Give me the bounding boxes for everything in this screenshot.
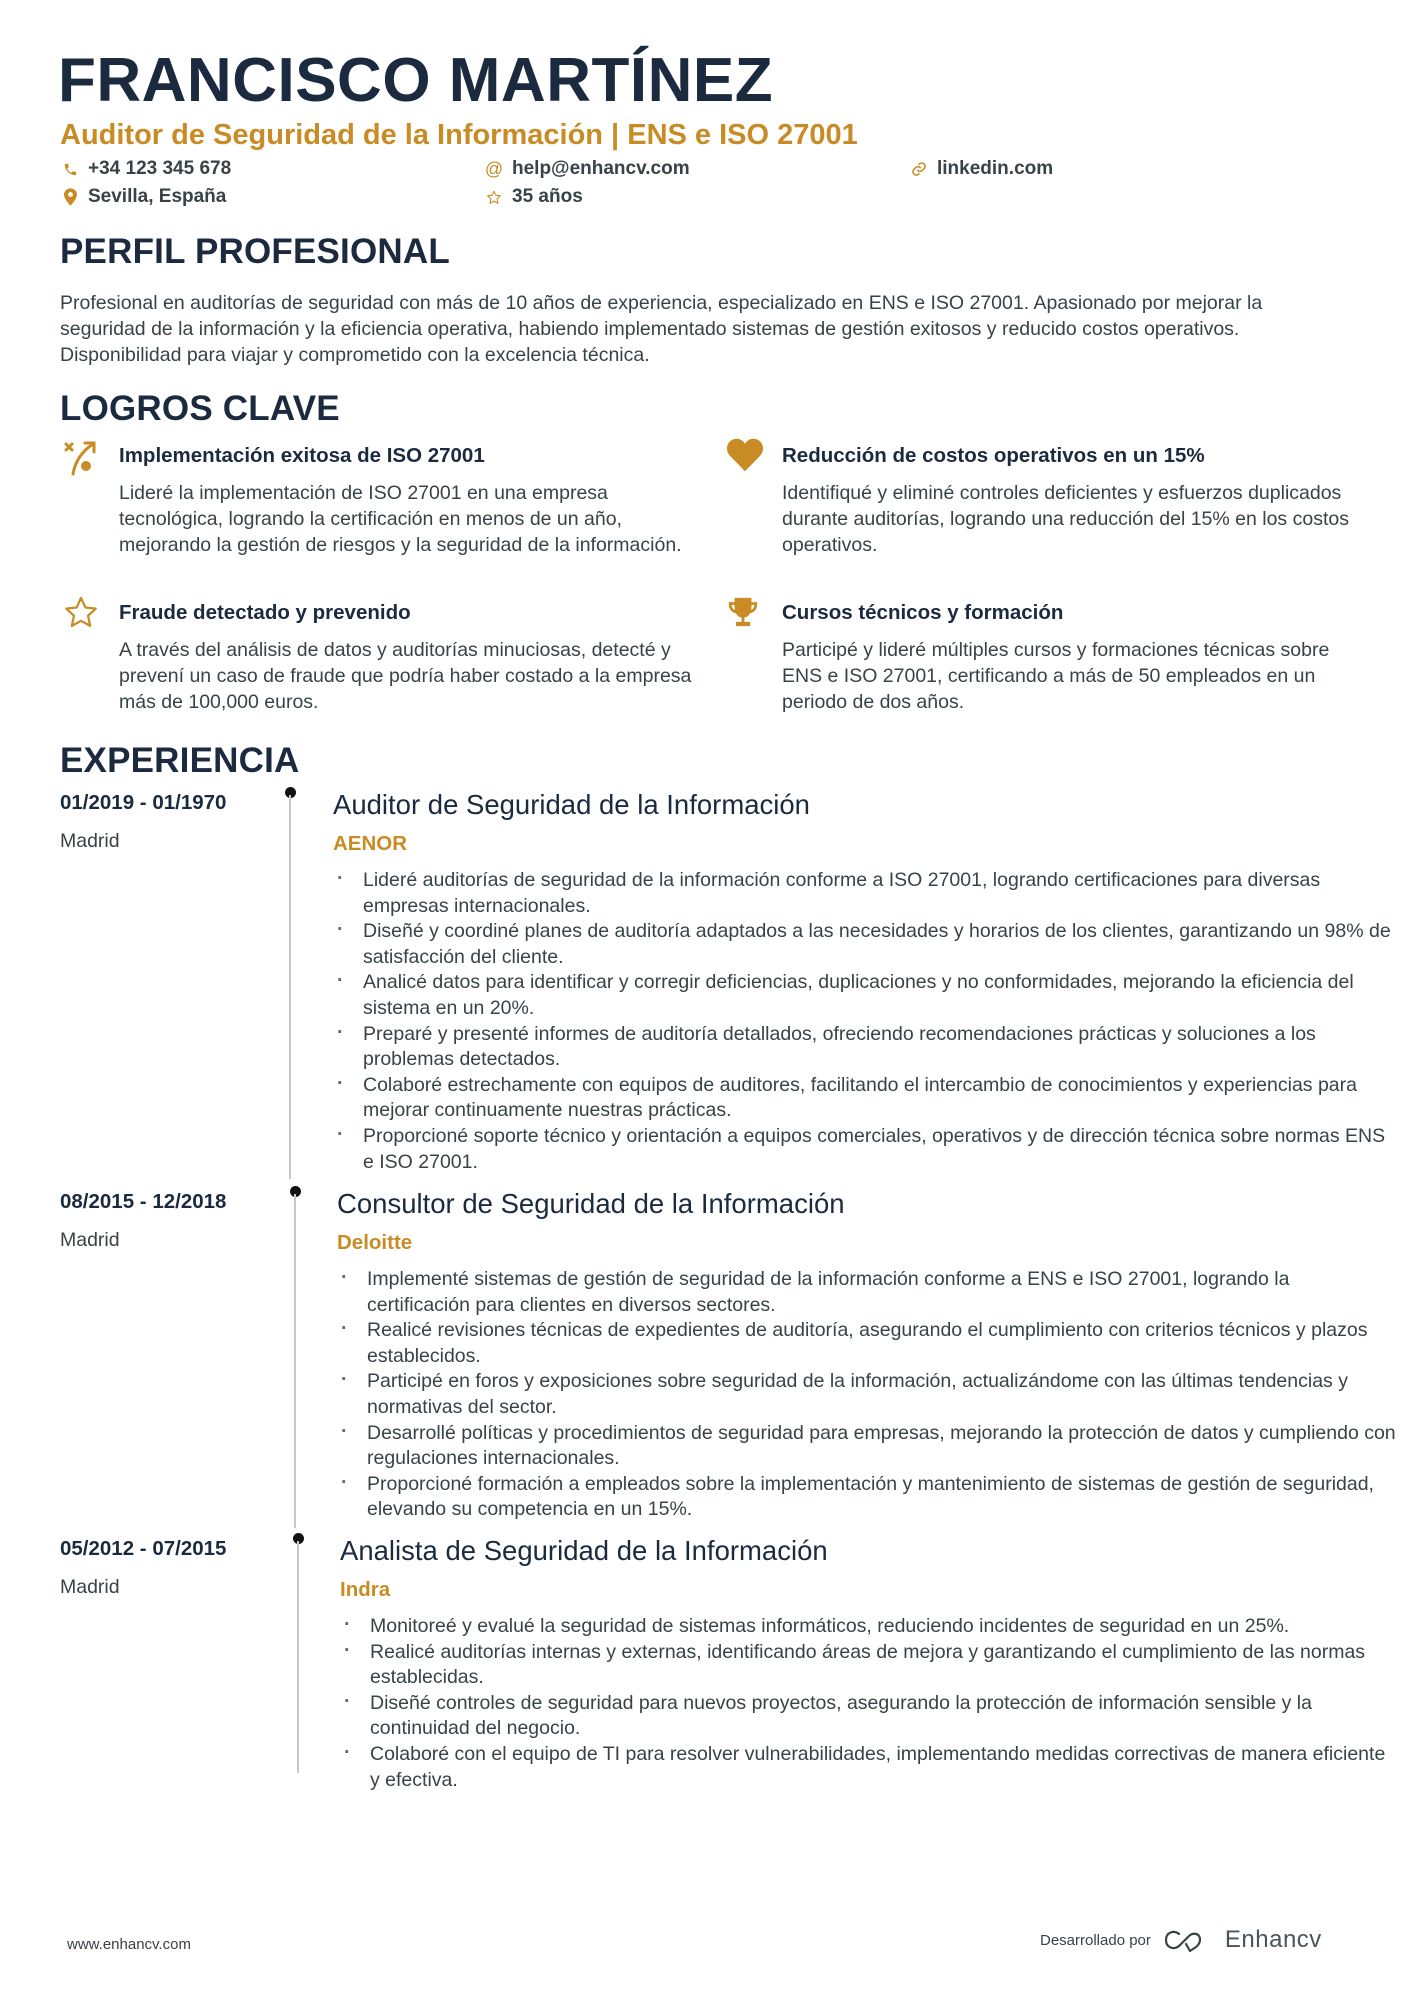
job-location: Madrid bbox=[60, 1576, 120, 1598]
achievement-item bbox=[726, 438, 1349, 568]
at-icon: @ bbox=[484, 159, 504, 179]
achievement-item bbox=[63, 595, 692, 725]
footer-branding[interactable] bbox=[1040, 1926, 1322, 1954]
bullet-item: · Realicé auditorías internas y externas, identificando áreas de mejora y garantizando el cumplimiento de las normas establecidas. bbox=[340, 1640, 1400, 1691]
job-title: Auditor de Seguridad de la Información bbox=[333, 789, 810, 820]
email-link[interactable]: help@enhancv.com bbox=[512, 158, 690, 179]
achievement-item bbox=[726, 595, 1336, 725]
achievement-item bbox=[63, 438, 682, 588]
achievement-title: Reducción de costos operativos en un 15% bbox=[782, 444, 1205, 467]
bullet-item: · Colaboré con el equipo de TI para resolver vulnerabilidades, implementando medidas correctivas de manera eficiente y efectiva. bbox=[340, 1742, 1400, 1793]
section-title-experience: EXPERIENCIA bbox=[60, 741, 300, 780]
section-title-achievements: LOGROS CLAVE bbox=[60, 389, 340, 428]
bullet-item: · Analicé datos para identificar y corregir deficiencias, duplicaciones y no conformidades, mejorando la eficiencia del sistema en un 20%. bbox=[333, 970, 1393, 1021]
job-dates: 05/2012 - 07/2015 bbox=[60, 1537, 227, 1560]
enhancv-logo-icon bbox=[1163, 1928, 1213, 1952]
bullet-item: · Proporcioné soporte técnico y orientación a equipos comerciales, operativos y de dirección técnica sobre normas ENS e ISO 27001. bbox=[333, 1124, 1393, 1175]
bullet-item: · Preparé y presenté informes de auditoría detallados, ofreciendo recomendaciones prácticas y soluciones a los problemas detectados. bbox=[333, 1022, 1393, 1073]
job-title: Analista de Seguridad de la Información bbox=[340, 1535, 828, 1566]
bullet-item: · Realicé revisiones técnicas de expedientes de auditoría, asegurando el cumplimiento con criterios técnicos y plazos establecidos. bbox=[337, 1318, 1397, 1369]
brand-name: Enhancv bbox=[1224, 1926, 1322, 1953]
contact-linkedin[interactable] bbox=[911, 157, 1053, 181]
achievement-description: Lideré la implementación de ISO 27001 en una empresa tecnológica, logrando la certificación en menos de un año, mejorando la gestión de riesgos y la seguridad de la información. bbox=[119, 482, 682, 556]
contact-location bbox=[62, 185, 226, 209]
achievement-title: Cursos técnicos y formación bbox=[782, 601, 1064, 624]
strategy-icon bbox=[63, 438, 101, 476]
bullet-item: · Diseñé y coordiné planes de auditoría adaptados a las necesidades y horarios de los clientes, garantizando un 98% de satisfacción del cliente. bbox=[333, 919, 1393, 970]
contact-email[interactable] bbox=[486, 157, 690, 181]
phone-text: +34 123 345 678 bbox=[88, 158, 232, 179]
candidate-headline: Auditor de Seguridad de la Información | ENS e ISO 27001 bbox=[60, 119, 858, 151]
achievement-description: Identifiqué y eliminé controles deficientes y esfuerzos duplicados durante auditorías, logrando una reducción del 15% en los costos operativos. bbox=[782, 482, 1349, 556]
location-pin-icon bbox=[62, 188, 78, 206]
star-outline-icon bbox=[63, 595, 101, 633]
job-company: Deloitte bbox=[337, 1231, 413, 1254]
timeline-line bbox=[297, 1541, 299, 1773]
timeline-line bbox=[289, 795, 291, 1179]
achievement-title: Implementación exitosa de ISO 27001 bbox=[119, 444, 485, 467]
bullet-item: · Proporcioné formación a empleados sobre la implementación y mantenimiento de sistemas de gestión de seguridad, elevando su competencia en un 15%. bbox=[337, 1472, 1397, 1523]
section-title-summary: PERFIL PROFESIONAL bbox=[60, 232, 450, 271]
bullet-item: · Diseñé controles de seguridad para nuevos proyectos, asegurando la protección de información sensible y la continuidad del negocio. bbox=[340, 1691, 1400, 1742]
contact-phone bbox=[62, 157, 231, 181]
timeline-line bbox=[294, 1194, 296, 1528]
job-bullets bbox=[333, 868, 1393, 1175]
powered-by-text: Desarrollado por bbox=[1040, 1931, 1151, 1949]
bullet-item: · Monitoreé y evalué la seguridad de sistemas informáticos, reduciendo incidentes de seguridad en un 25%. bbox=[340, 1614, 1400, 1640]
summary-text: Profesional en auditorías de seguridad con más de 10 años de experiencia, especializado en ENS e ISO 27001. Apasionado por mejorar la seguridad de la información y la eficiencia operativa, habiendo implementado sistemas de gestión exitosos y reducido costos operativos. Disponibilidad para viajar y comprometido con la excelencia técnica. bbox=[60, 292, 1263, 366]
location-text: Sevilla, España bbox=[88, 186, 227, 207]
job-company: AENOR bbox=[333, 832, 408, 855]
bullet-item: · Desarrollé políticas y procedimientos de seguridad para empresas, mejorando la protección de datos y cumpliendo con regulaciones internacionales. bbox=[337, 1421, 1397, 1472]
achievement-description: A través del análisis de datos y auditorías minuciosas, detecté y prevení un caso de fraude que podría haber costado a la empresa más de 100,000 euros. bbox=[119, 639, 692, 713]
star-icon bbox=[486, 188, 502, 206]
job-location: Madrid bbox=[60, 830, 120, 852]
heart-icon bbox=[726, 438, 764, 476]
bullet-item: · Lideré auditorías de seguridad de la información conforme a ISO 27001, logrando certificaciones para diversas empresas internacionales. bbox=[333, 868, 1393, 919]
bullet-item: · Colaboré estrechamente con equipos de auditores, facilitando el intercambio de conocimientos y experiencias para mejorar continuamente nuestras prácticas. bbox=[333, 1073, 1393, 1124]
achievement-title: Fraude detectado y prevenido bbox=[119, 601, 411, 624]
phone-icon bbox=[62, 160, 78, 178]
job-dates: 08/2015 - 12/2018 bbox=[60, 1190, 227, 1213]
link-icon bbox=[911, 160, 927, 178]
achievement-description: Participé y lideré múltiples cursos y formaciones técnicas sobre ENS e ISO 27001, certificando a más de 50 empleados en un periodo de dos años. bbox=[782, 639, 1330, 713]
age-text: 35 años bbox=[512, 186, 583, 207]
bullet-item: · Participé en foros y exposiciones sobre seguridad de la información, actualizándome con las últimas tendencias y normativas del sector. bbox=[337, 1369, 1397, 1420]
job-bullets bbox=[340, 1614, 1400, 1793]
job-company: Indra bbox=[340, 1578, 391, 1601]
job-dates: 01/2019 - 01/1970 bbox=[60, 791, 227, 814]
bullet-item: · Implementé sistemas de gestión de seguridad de la información conforme a ENS e ISO 27001, logrando la certificación para clientes en diversos sectores. bbox=[337, 1267, 1397, 1318]
trophy-icon bbox=[726, 595, 764, 633]
job-location: Madrid bbox=[60, 1229, 120, 1251]
job-bullets bbox=[337, 1267, 1397, 1523]
contact-age bbox=[486, 185, 583, 209]
footer-website-link[interactable]: www.enhancv.com bbox=[67, 1936, 191, 1953]
candidate-name: FRANCISCO MARTÍNEZ bbox=[58, 46, 774, 115]
job-title: Consultor de Seguridad de la Información bbox=[337, 1188, 845, 1219]
linkedin-link[interactable]: linkedin.com bbox=[937, 158, 1054, 179]
